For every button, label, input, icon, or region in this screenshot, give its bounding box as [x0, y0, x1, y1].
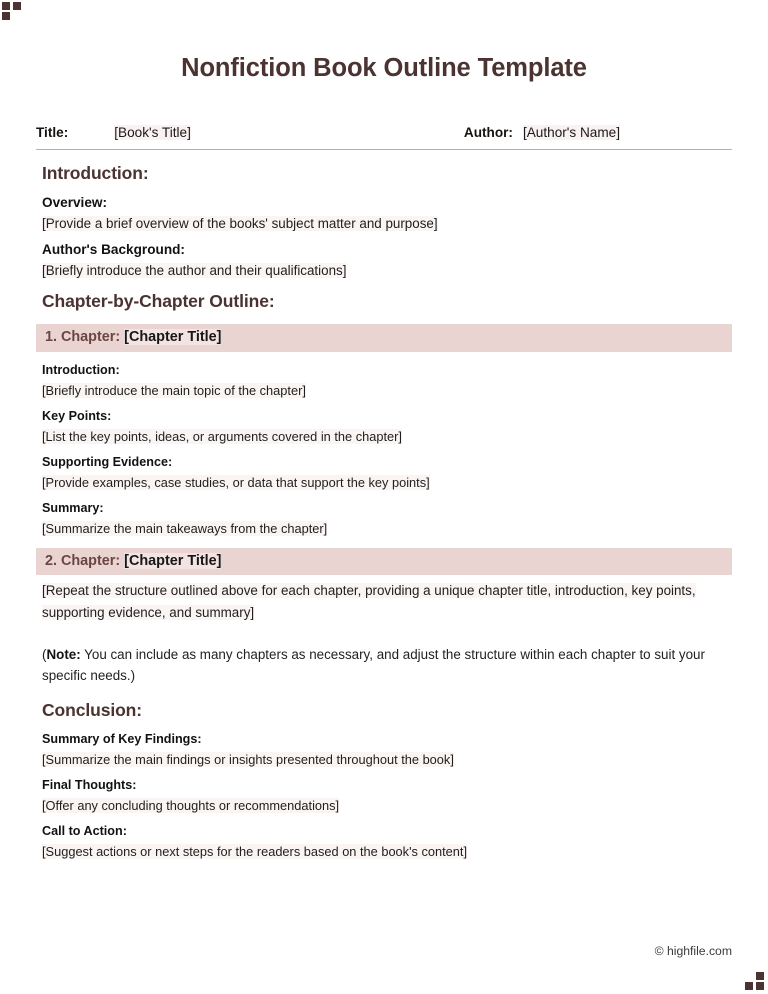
- title-value[interactable]: [Book's Title]: [114, 125, 191, 140]
- field-overview[interactable]: [42, 216, 732, 231]
- section-heading-introduction: Introduction:: [42, 163, 149, 183]
- label-chapter-1-summary: Summary:: [42, 500, 104, 515]
- document-meta-row: [36, 125, 732, 150]
- field-call-to-action-text: [Suggest actions or next steps for the readers based on the book's content]: [42, 843, 468, 859]
- chapter-1-value[interactable]: [Chapter Title]: [124, 329, 222, 345]
- chapter-2-value[interactable]: [Chapter Title]: [124, 552, 222, 569]
- label-chapter-1-supporting-evidence: Supporting Evidence:: [42, 454, 173, 469]
- note-label: Note:: [46, 646, 81, 662]
- label-call-to-action: Call to Action:: [42, 823, 127, 838]
- field-chapter-1-supporting-evidence-text: [Provide examples, case studies, or data that support the key points]: [42, 474, 430, 490]
- field-final-thoughts[interactable]: [42, 798, 732, 813]
- author-field-group: [464, 125, 620, 140]
- label-chapter-1-key-points: Key Points:: [42, 408, 112, 423]
- field-chapter-1-key-points-text: [List the key points, ideas, or arguments covered in the chapter]: [42, 428, 402, 444]
- footer-copyright: © highfile.com: [654, 944, 732, 958]
- field-chapter-2-body-text: [Repeat the structure outlined above for each chapter, providing a unique chapter title, introduction, key points, supporting evidence, and summary]: [42, 583, 696, 620]
- title-field-group: [36, 125, 191, 140]
- field-chapter-1-summary-text: [Summarize the main takeaways from the chapter]: [42, 520, 328, 536]
- field-chapter-1-introduction[interactable]: [42, 383, 732, 398]
- field-overview-text: [Provide a brief overview of the books' subject matter and purpose]: [42, 216, 438, 231]
- note-paragraph: [42, 644, 714, 687]
- note-text: You can include as many chapters as necessary, and adjust the structure within each chapter to suit your specific needs.): [42, 646, 705, 684]
- field-chapter-2-body[interactable]: [42, 580, 714, 623]
- label-summary-of-key-findings: Summary of Key Findings:: [42, 731, 202, 746]
- field-final-thoughts-text: [Offer any concluding thoughts or recommendations]: [42, 797, 340, 813]
- field-summary-of-key-findings[interactable]: [42, 752, 732, 767]
- label-chapter-1-introduction: Introduction:: [42, 362, 120, 377]
- field-author-background[interactable]: [42, 263, 732, 278]
- chapter-2-label: 2. Chapter:: [45, 552, 121, 569]
- title-label: Title:: [36, 125, 69, 140]
- label-final-thoughts: Final Thoughts:: [42, 777, 137, 792]
- field-chapter-1-introduction-text: [Briefly introduce the main topic of the chapter]: [42, 382, 306, 398]
- chapter-bar-1: [36, 324, 732, 352]
- section-heading-outline: Chapter-by-Chapter Outline:: [42, 291, 275, 311]
- field-chapter-1-supporting-evidence[interactable]: [42, 475, 732, 490]
- field-call-to-action[interactable]: [42, 844, 732, 859]
- section-heading-conclusion: Conclusion:: [42, 699, 143, 720]
- field-author-background-text: [Briefly introduce the author and their qualifications]: [42, 263, 347, 278]
- field-chapter-1-summary[interactable]: [42, 521, 732, 536]
- field-summary-of-key-findings-text: [Summarize the main findings or insights presented throughout the book]: [42, 751, 454, 767]
- label-author-background: Author's Background:: [42, 242, 185, 257]
- field-chapter-1-key-points[interactable]: [42, 429, 732, 444]
- author-label: Author:: [463, 125, 513, 140]
- label-overview: Overview:: [42, 195, 107, 210]
- note-open-paren: (: [42, 646, 47, 662]
- chapter-1-label: 1. Chapter:: [45, 329, 121, 345]
- chapter-bar-2: [36, 548, 732, 576]
- page-title: Nonfiction Book Outline Template: [181, 54, 587, 82]
- author-value[interactable]: [Author's Name]: [522, 125, 620, 140]
